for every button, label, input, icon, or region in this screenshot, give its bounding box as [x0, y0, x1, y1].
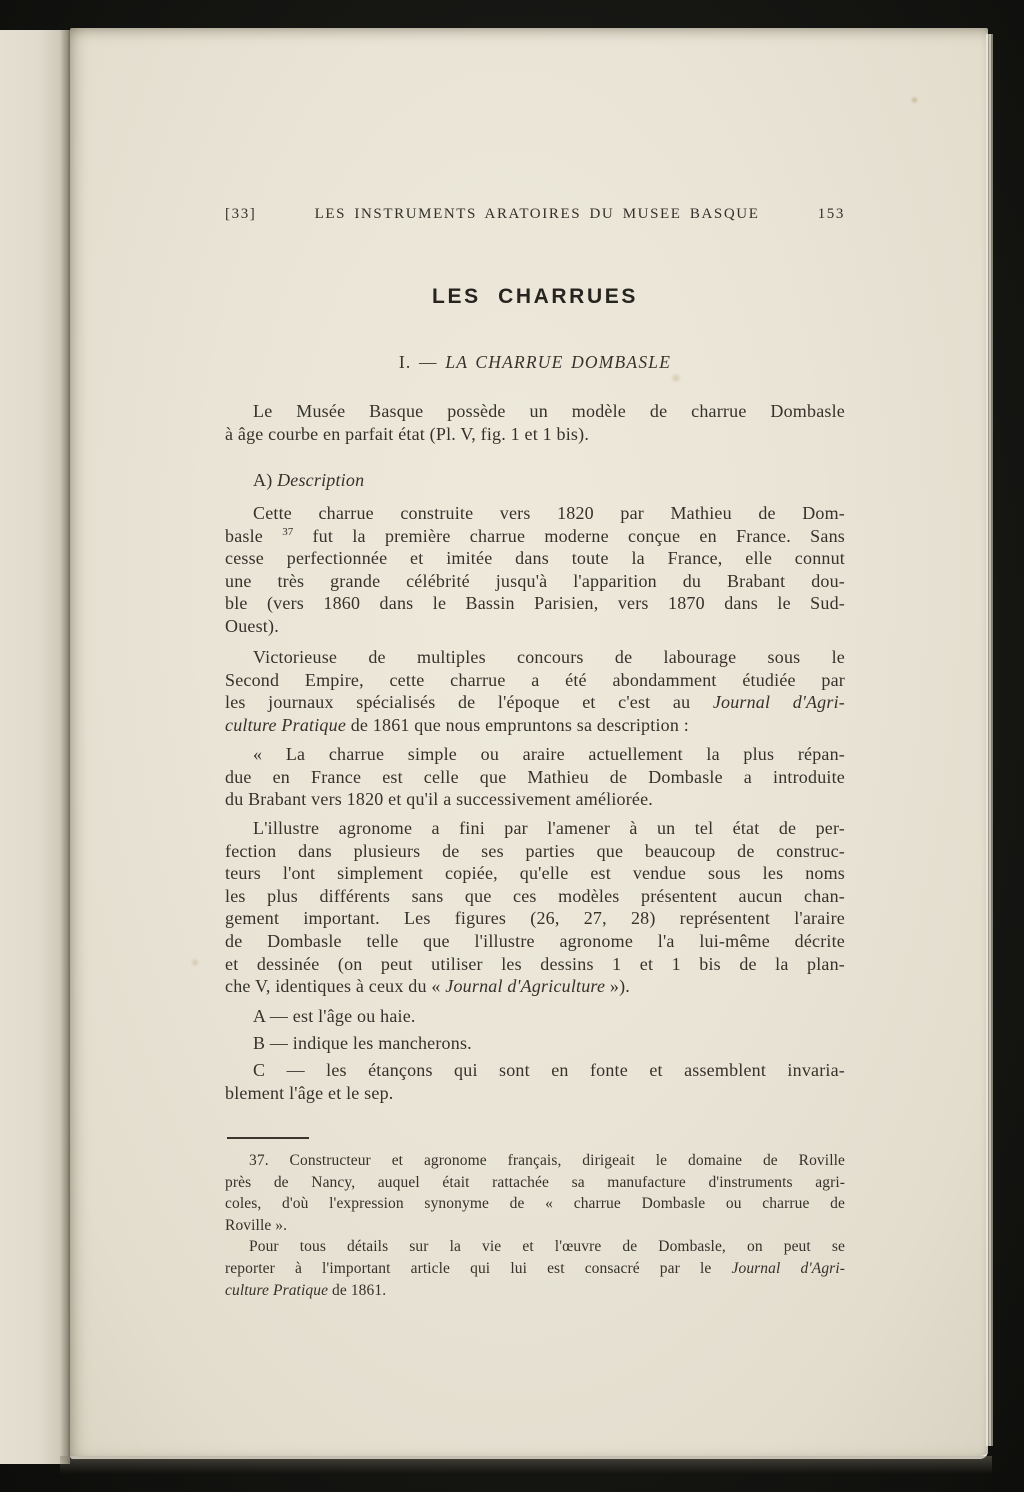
text-line: blement l'âge et le sep. — [225, 1082, 394, 1103]
subsection-title: Description — [277, 470, 365, 490]
text-line: C — les étançons qui sont en fonte et assemblent invaria- — [253, 1060, 845, 1080]
footnote-marker: 37 — [282, 525, 294, 538]
running-title: LES INSTRUMENTS ARATOIRES DU MUSEE BASQUE — [314, 206, 760, 222]
legend-item-c — [225, 1059, 845, 1104]
text-line: teurs l'ont simplement copiée, qu'elle est vendue sous les noms — [225, 863, 845, 884]
text-line — [225, 1258, 845, 1280]
text-line: ble (vers 1860 dans le Bassin Parisien, vers 1870 dans le Sud- — [225, 593, 845, 614]
text-segment: »). — [605, 976, 630, 997]
text-line: Ouest). — [225, 615, 279, 636]
paper-stain — [190, 958, 200, 967]
footnotes — [225, 1150, 845, 1301]
paragraph-concours — [225, 646, 845, 736]
margin-reference: [33] — [225, 206, 257, 222]
text-line — [225, 1280, 845, 1302]
paragraph-description — [225, 502, 845, 638]
text-segment: fut la première charrue moderne conçue en France. Sans — [293, 525, 845, 546]
journal-title: culture Pratique — [225, 1281, 329, 1299]
text-line: L'illustre agronome a fini par l'amener à un tel état de per- — [253, 818, 845, 838]
text-line: et dessinée (on peut utiliser les dessins 1 et 1 bis de la plan- — [225, 953, 845, 974]
text-segment: de 1861 que nous empruntons sa description : — [346, 714, 689, 735]
page-header — [225, 206, 845, 223]
text-line: 37. Constructeur et agronome français, dirigeait le domaine de Roville — [249, 1152, 845, 1169]
text-line: Le Musée Basque possède un modèle de charrue Dombasle — [253, 401, 845, 421]
journal-title: culture Pratique — [225, 714, 347, 735]
footnote-divider — [227, 1137, 309, 1139]
text-line: du Brabant vers 1820 et qu'il a successivement améliorée. — [225, 789, 654, 810]
text-line: Cette charrue construite vers 1820 par Mathieu de Dom- — [253, 503, 845, 523]
text-line: fection dans plusieurs de ses parties que beaucoup de construc- — [225, 840, 845, 861]
text-line: coles, d'où l'expression synonyme de « charrue Dombasle ou charrue de — [225, 1195, 845, 1213]
text-line: à âge courbe en parfait état (Pl. V, fig. 1 et 1 bis). — [225, 423, 590, 444]
legend-item-a — [225, 1005, 845, 1028]
stacked-page-edges — [986, 34, 993, 1446]
text-segment: reporter à l'important article qui lui est consacré par le — [225, 1259, 732, 1277]
section-heading — [225, 352, 845, 373]
paragraph-agronome — [225, 817, 845, 998]
text-line — [225, 691, 845, 714]
text-line: Roville ». — [225, 1216, 288, 1234]
book-page — [70, 28, 988, 1459]
section-name: LA CHARRUE DOMBASLE — [445, 352, 672, 372]
text-line: près de Nancy, auquel était rattachée sa manufacture d'instruments agri- — [225, 1173, 845, 1191]
paper-stain — [910, 96, 919, 104]
text-segment: les journaux spécialisés de l'époque et c'est au — [225, 692, 713, 713]
journal-title: Journal d'Agri- — [731, 1259, 845, 1277]
section-numeral: I. — — [398, 352, 446, 372]
subsection-label: A) — [253, 470, 278, 490]
page-bottom-shadow — [60, 1456, 992, 1474]
text-line — [225, 469, 845, 492]
text-line: de Dombasle telle que l'illustre agronome l'a lui-même décrite — [225, 930, 845, 951]
text-line: Second Empire, cette charrue a été abondamment étudiée par — [225, 669, 845, 690]
paragraph-citation — [225, 743, 845, 811]
page-number: 153 — [817, 206, 845, 222]
text-line: Pour tous détails sur la vie et l'œuvre de Dombasle, on peut se — [249, 1238, 845, 1256]
text-segment: de 1861. — [328, 1281, 387, 1299]
text-segment: basle — [225, 525, 283, 546]
text-line: une très grande célébrité jusqu'à l'apparition du Brabant dou- — [225, 570, 845, 591]
journal-title: Journal d'Agriculture — [445, 976, 606, 997]
subsection-heading — [225, 469, 845, 492]
text-line: gement important. Les figures (26, 27, 28) représentent l'araire — [225, 908, 845, 929]
previous-page-edge — [0, 30, 70, 1464]
paper-stain — [670, 373, 682, 383]
text-line: cesse perfectionnée et imitée dans toute la France, elle connut — [225, 548, 845, 569]
text-segment: che V, identiques à ceux du « — [225, 976, 446, 997]
text-line: B — indique les mancherons. — [253, 1033, 472, 1053]
text-line: « La charrue simple ou araire actuellement la plus répan- — [253, 744, 845, 764]
paragraph-intro — [225, 400, 845, 445]
chapter-title: LES CHARRUES — [432, 285, 638, 308]
text-line: les plus différents sans que ces modèles présentent aucun chan- — [225, 885, 845, 906]
text-line — [225, 714, 845, 737]
text-line — [225, 975, 845, 998]
text-line — [225, 525, 845, 548]
legend-item-b — [225, 1032, 845, 1055]
text-line: A — est l'âge ou haie. — [253, 1006, 416, 1026]
journal-title: Journal d'Agri- — [712, 692, 845, 713]
text-line: Victorieuse de multiples concours de labourage sous le — [253, 647, 845, 667]
text-line: due en France est celle que Mathieu de Dombasle a introduite — [225, 766, 845, 787]
